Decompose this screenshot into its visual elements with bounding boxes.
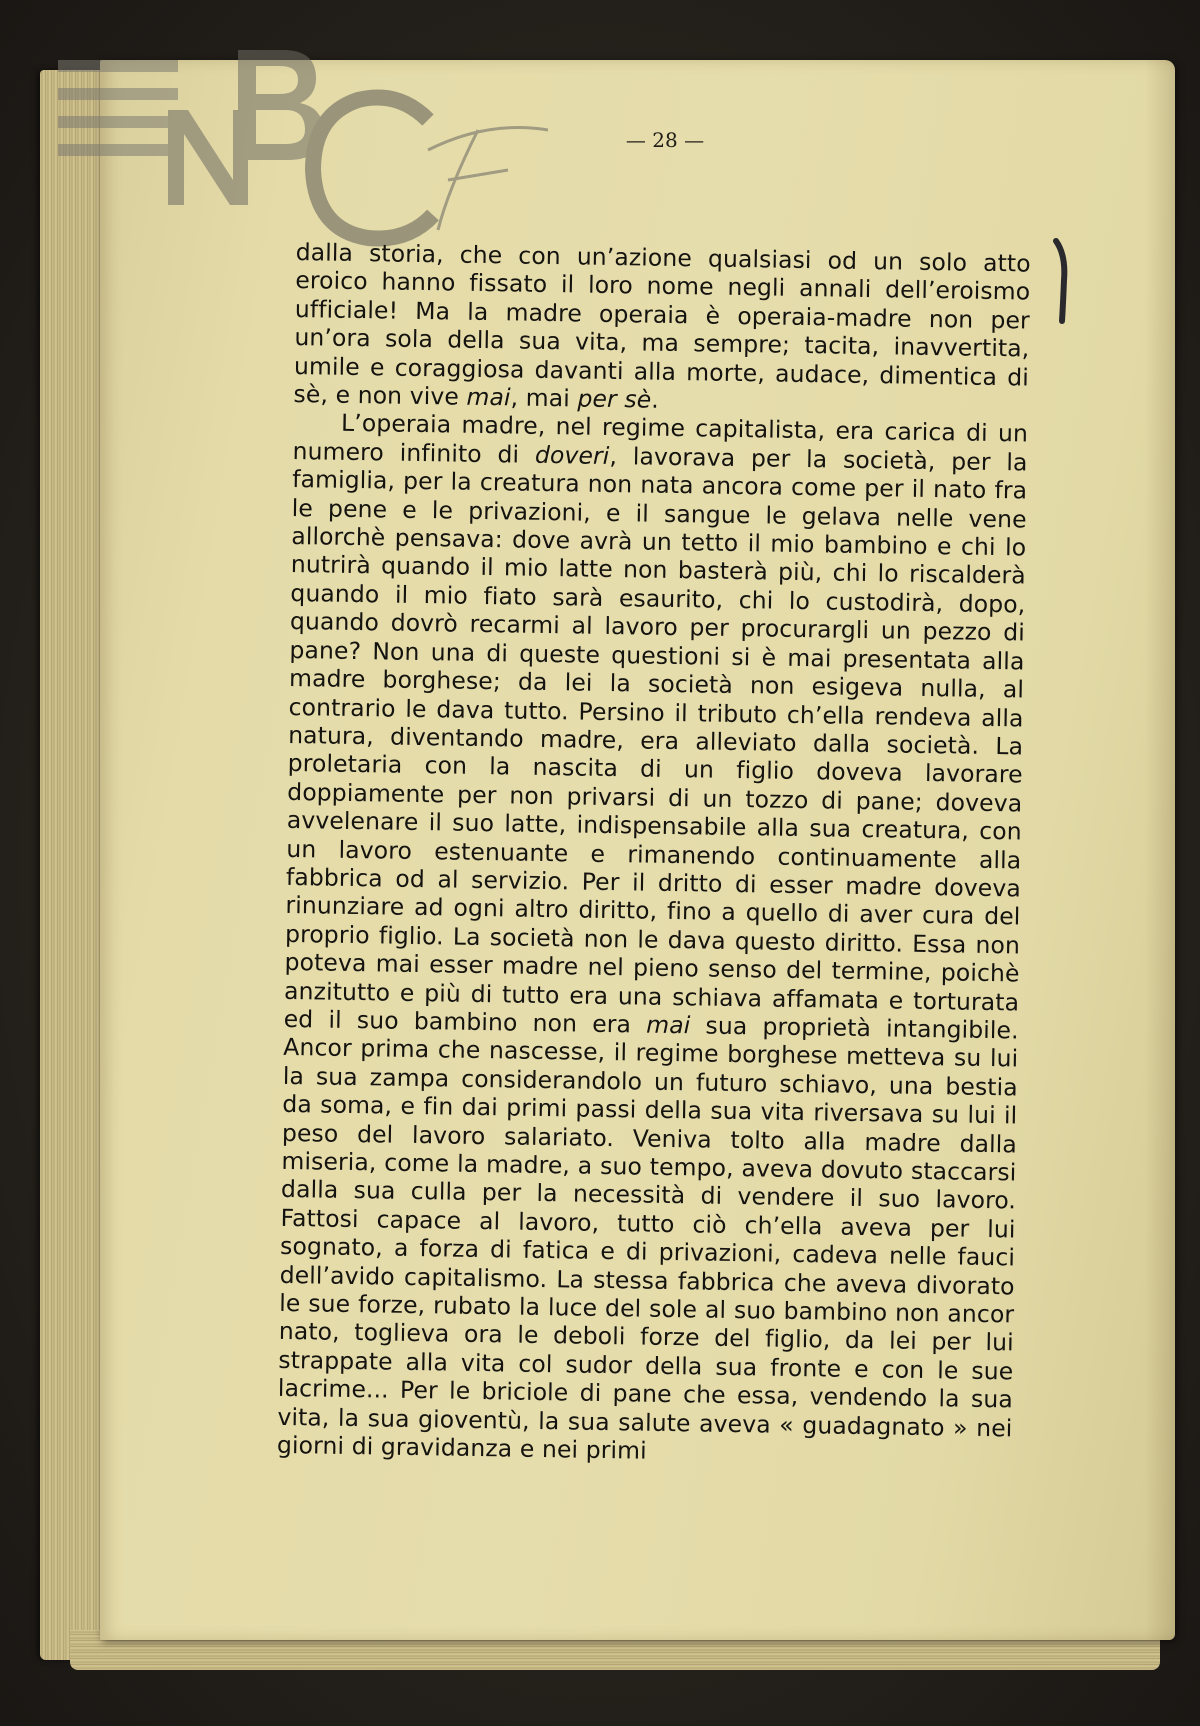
text-run: dalla storia, che con un’azione qualsiasi od un solo atto eroico hanno fissato il loro nome negli annali dell’eroismo ufficiale! Ma la madre operaia è operaia-madre non per un’ora sola della sua vita, ma sempre; tacita, inavvertita, umile e coraggiosa davanti alla morte, audace, dimentica di sè, e non vive	[293, 238, 1031, 411]
text-run: , mai	[510, 383, 578, 413]
italic-text-run: doveri	[534, 440, 610, 470]
text-run: L’operaia madre, nel regime capitalista, era carica di un numero infinito di	[292, 409, 1029, 469]
italic-text-run: per sè	[577, 384, 652, 414]
text-run: , lavorava per la società, per la famiglia, per la creatura non nata ancora come per il nato fra le pene e le privazioni, e il sangue le gelava nelle vene allorchè pensava: dove avrà un tetto il mio bambino e chi lo nutrirà quando il mio latte non basterà più, chi lo riscalderà quando il mio fiato sarà esaurito, chi lo custodirà, dopo, quando dovrò recarmi al lavoro per procurargli un pezzo di pane? Non una di queste questioni si è mai presentata alla madre borghese; da lei la società non esigeva nulla, al contrario le dava tutto. Persino il tributo ch’ella rendeva alla natura, diventando madre, era alleviato dalla società. La proletaria con la nascita di un figlio doveva lavorare doppiamente per non privarsi di un tozzo di pane; doveva avvelenare il suo latte, indispensabile alla sua creatura, con un lavoro estenuante e rimanendo continuamente alla fabbrica od al servizio. Per il dritto di esser madre doveva rinunziare ad ogni altro diritto, fino a quello di aver cura del proprio figlio. La società non le dava questo diritto. Essa non poteva mai esser madre nel pieno senso del termine, poichè anzitutto e più di tutto era una schiava affamata e torturata ed il suo bambino non era	[283, 441, 1028, 1039]
body-text	[277, 238, 1031, 1471]
page-shadow	[1145, 60, 1175, 1640]
italic-text-run: mai	[646, 1010, 691, 1040]
text-run: .	[651, 385, 660, 414]
paragraph-1	[293, 238, 1031, 420]
paragraph-2	[277, 408, 1028, 1470]
italic-text-run: mai	[466, 382, 511, 412]
pencil-mark	[1050, 235, 1074, 325]
page-number: — 28 —	[625, 128, 705, 152]
text-run: sua proprietà intangibile. Ancor prima che nascesse, il regime borghese metteva su lui la sua zampa considerandolo un futuro schiavo, una bestia da soma, e fin dai primi passi della sua vita riversava su lui il peso del lavoro salariato. Veniva tolto alla madre dalla miseria, come la madre, a suo tempo, aveva dovuto staccarsi dalla sua culla per la necessità di vendere il suo lavoro. Fattosi capace al lavoro, tutto ciò ch’ella aveva per lui sognato, a forza di fatica e di privazioni, cadeva nelle fauci dell’avido capitalismo. La stessa fabbrica che aveva divorato le sue forze, rubato la luce del sole al suo bambino non ancor nato, toglieva ora le deboli forze del figlio, da lei per lui strappate alla vita col sudor della sua fronte e con le sue lacrime... Per le briciole di pane che essa, vendendo la sua vita, la sua gioventù, la sua salute aveva « guadagnato » nei giorni di gravidanza e nei primi	[276, 1011, 1019, 1465]
